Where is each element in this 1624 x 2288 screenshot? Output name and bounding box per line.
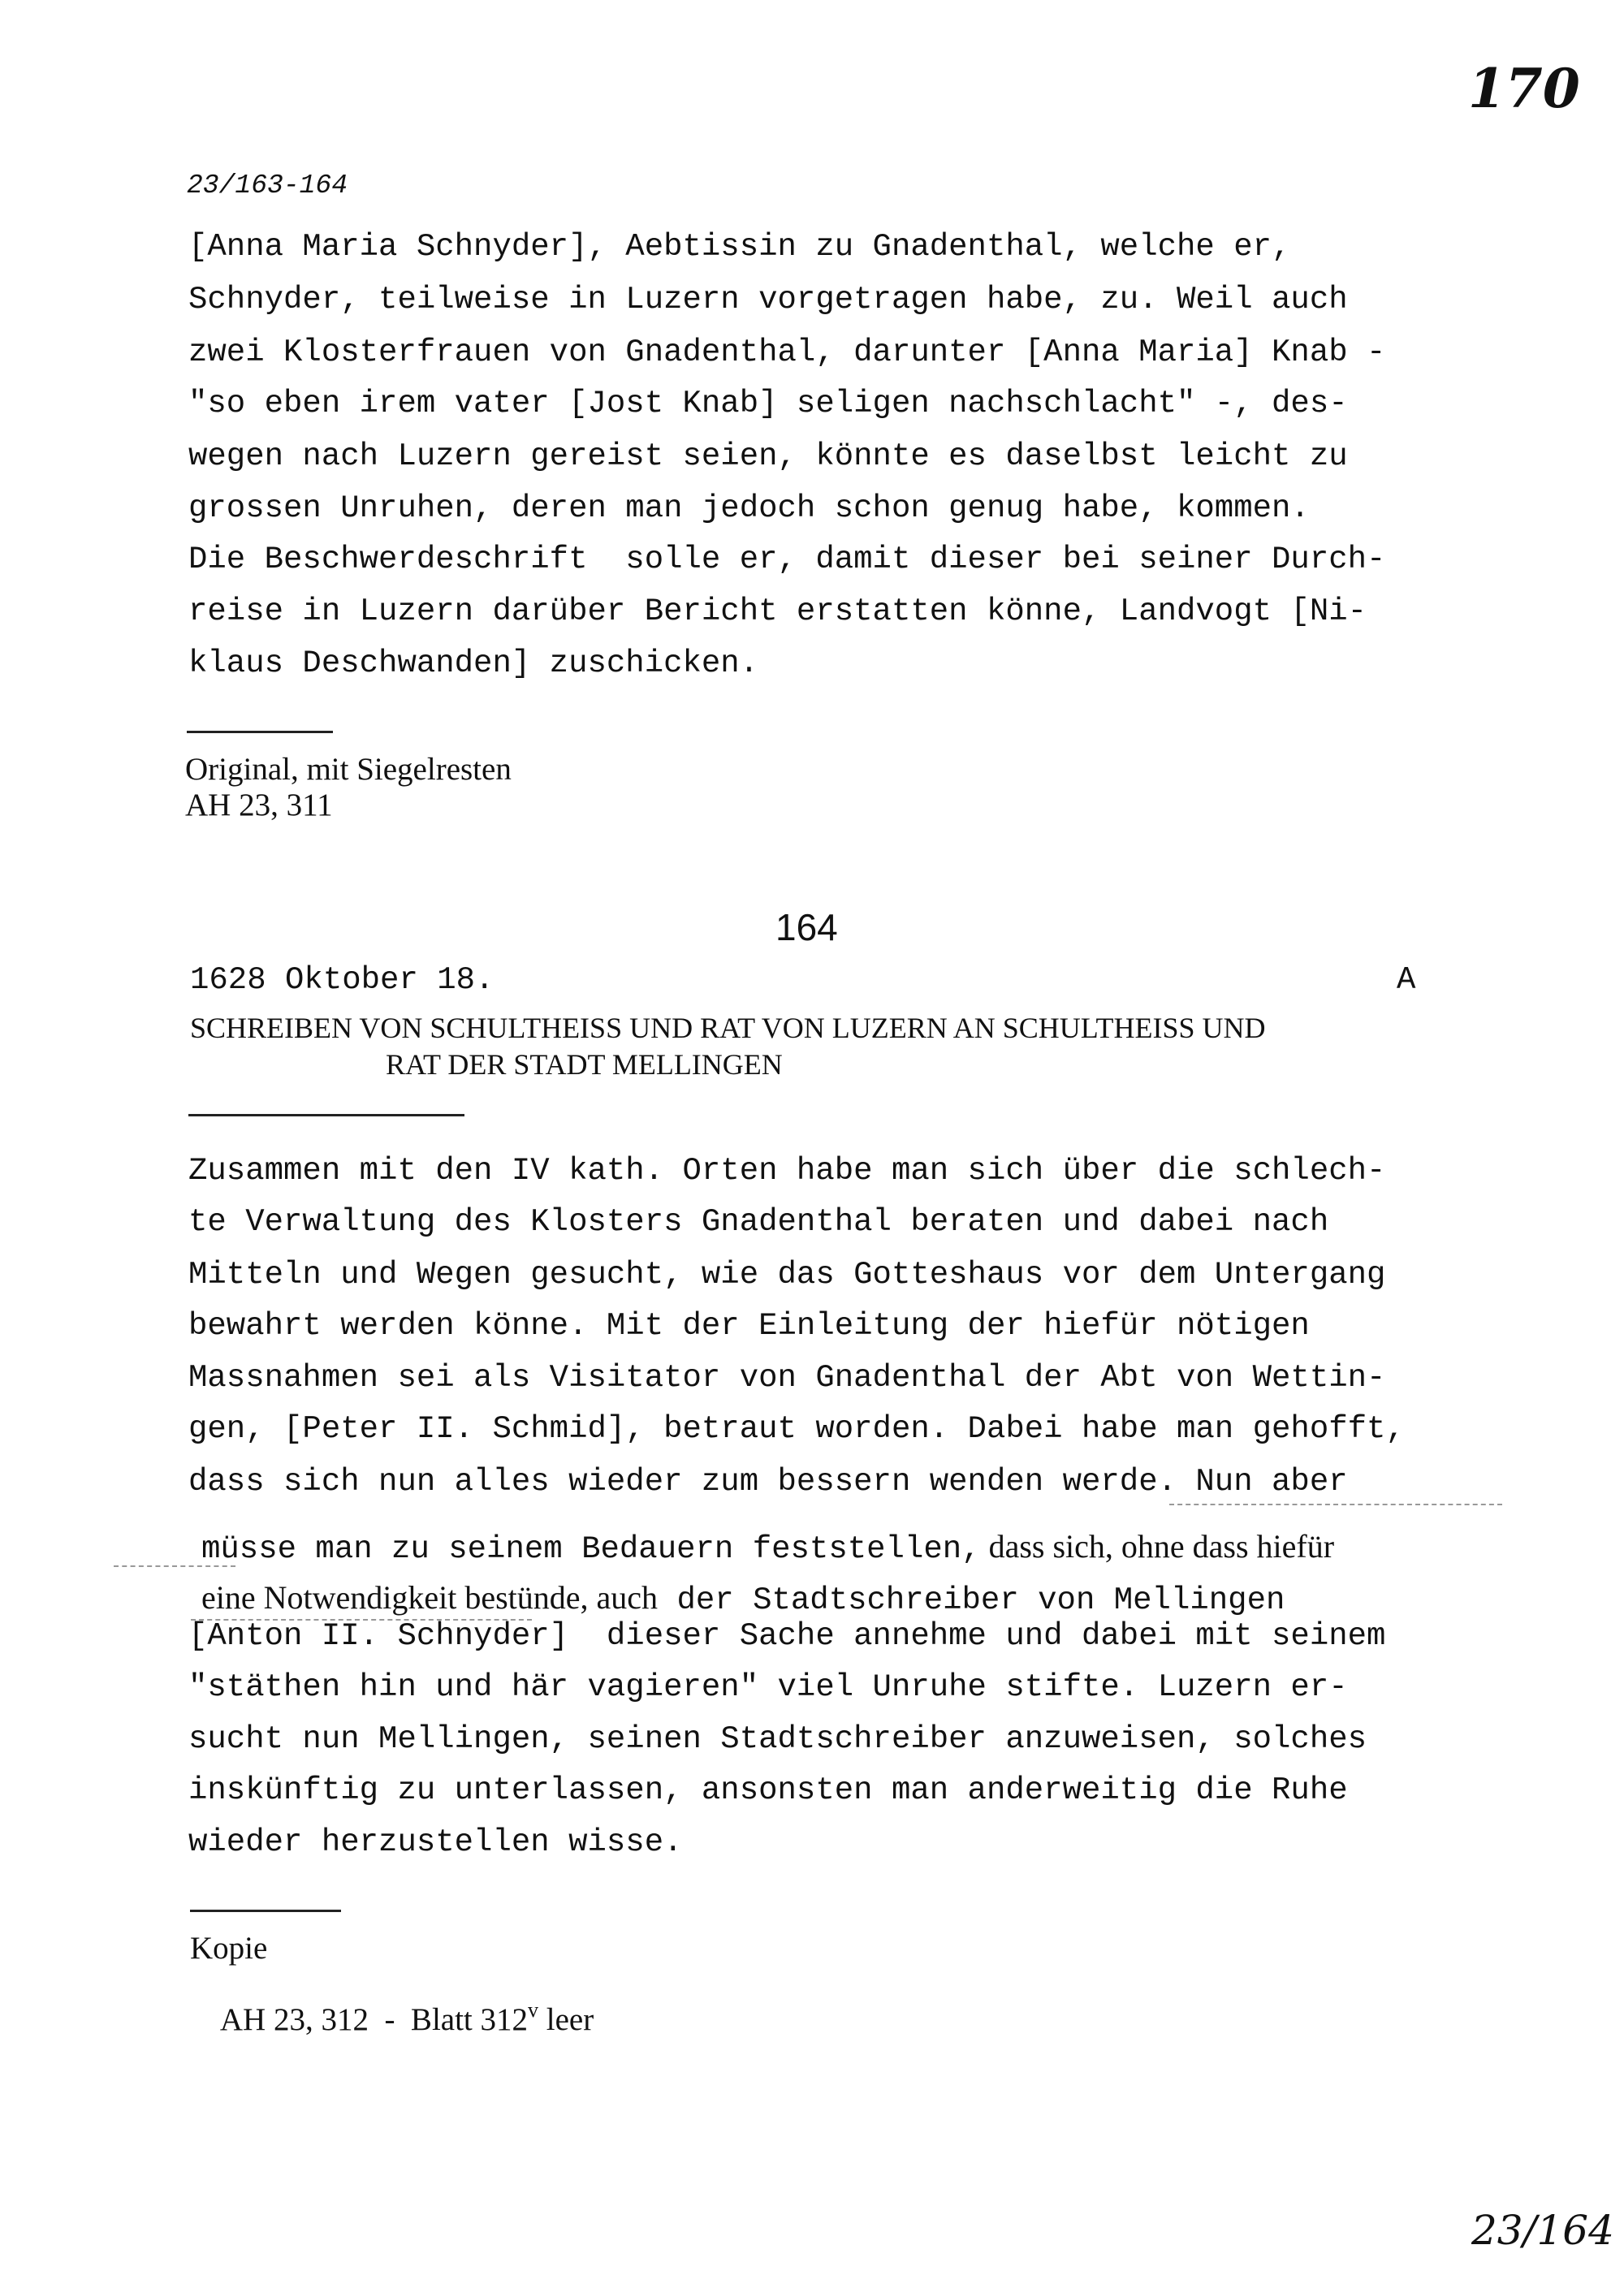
body-line-insert: dass sich, ohne dass hiefür (980, 1528, 1335, 1565)
body-line: sucht nun Mellingen, seinen Stadtschreiber anzuweisen, solches (188, 1721, 1367, 1757)
document-heading: SCHREIBEN VON SCHULTHEISS UND RAT VON LUZERN AN SCHULTHEISS UND (190, 1012, 1266, 1044)
body-line: wieder herzustellen wisse. (188, 1824, 683, 1860)
prev-text-line: Die Beschwerdeschrift solle er, damit dieser bei seiner Durch- (188, 542, 1386, 577)
prev-text-line: Schnyder, teilweise in Luzern vorgetragen habe, zu. Weil auch (188, 282, 1348, 317)
prev-text-line: grossen Unruhen, deren man jedoch schon genug habe, kommen. (188, 490, 1310, 526)
handwritten-footer-number: 23/164 (1471, 2207, 1614, 2254)
prev-source-line: Original, mit Siegelresten (185, 752, 512, 787)
body-line: Zusammen mit den IV kath. Orten habe man sich über die schlech- (188, 1153, 1386, 1189)
reference-line: 23/163-164 (187, 171, 348, 201)
body-line: gen, [Peter II. Schmid], betraut worden. Dabei habe man gehofft, (188, 1411, 1405, 1447)
body-line: Mitteln und Wegen gesucht, wie das Gotteshaus vor dem Untergang (188, 1257, 1386, 1293)
source-text: AH 23, 312 - Blatt 312 (219, 2002, 529, 2037)
body-line: "stäthen hin und här vagieren" viel Unruhe stifte. Luzern er- (188, 1669, 1348, 1705)
document-heading-cont: RAT DER STADT MELLINGEN (386, 1048, 783, 1081)
source-text-end: leer (538, 2002, 594, 2037)
paste-edge-mark (114, 1565, 235, 1569)
body-line: Massnahmen sei als Visitator von Gnadenthal der Abt von Wettin- (188, 1360, 1386, 1396)
body-line: te Verwaltung des Klosters Gnadenthal beraten und dabei nach (188, 1204, 1329, 1240)
body-line: inskünftig zu unterlassen, ansonsten man anderweitig die Ruhe (188, 1772, 1348, 1808)
source-line (190, 1968, 594, 2067)
source-superscript: v (528, 1998, 539, 2022)
prev-text-line: zwei Klosterfrauen von Gnadenthal, darunter [Anna Maria] Knab - (188, 335, 1386, 370)
prev-text-line: wegen nach Luzern gereist seien, könnte es daselbst leicht zu (188, 438, 1348, 474)
document-number: 164 (775, 906, 838, 948)
source-line: Kopie (190, 1931, 268, 1966)
prev-text-line: [Anna Maria Schnyder], Aebtissin zu Gnadenthal, welche er, (188, 229, 1291, 265)
body-line-insert: eine Notwendigkeit bestünde, auch (201, 1579, 659, 1616)
body-line: bewahrt werden könne. Mit der Einleitung der hiefür nötigen (188, 1308, 1310, 1344)
body-line-part: müsse man zu seinem Bedauern feststellen, (201, 1531, 981, 1567)
prev-text-line: "so eben irem vater [Jost Knab] seligen nachschlacht" -, des- (188, 386, 1348, 421)
source-divider (187, 731, 333, 733)
document-date: 1628 Oktober 18. (190, 962, 495, 998)
body-line: [Anton II. Schnyder] dieser Sache annehme und dabei mit seinem (188, 1618, 1386, 1654)
prev-source-line: AH 23, 311 (185, 788, 333, 822)
document-mark: A (1397, 962, 1416, 998)
source-divider (190, 1910, 341, 1912)
body-line-part: der Stadtschreiber von Mellingen (658, 1582, 1285, 1618)
prev-text-line: reise in Luzern darüber Bericht erstatten könne, Landvogt [Ni- (188, 594, 1367, 629)
handwritten-page-number: 170 (1468, 57, 1580, 120)
paste-edge-mark (1169, 1504, 1502, 1507)
prev-text-line: klaus Deschwanden] zuschicken. (188, 645, 759, 681)
body-line: dass sich nun alles wieder zum bessern wenden werde. Nun aber (188, 1464, 1348, 1500)
heading-divider (188, 1114, 464, 1116)
